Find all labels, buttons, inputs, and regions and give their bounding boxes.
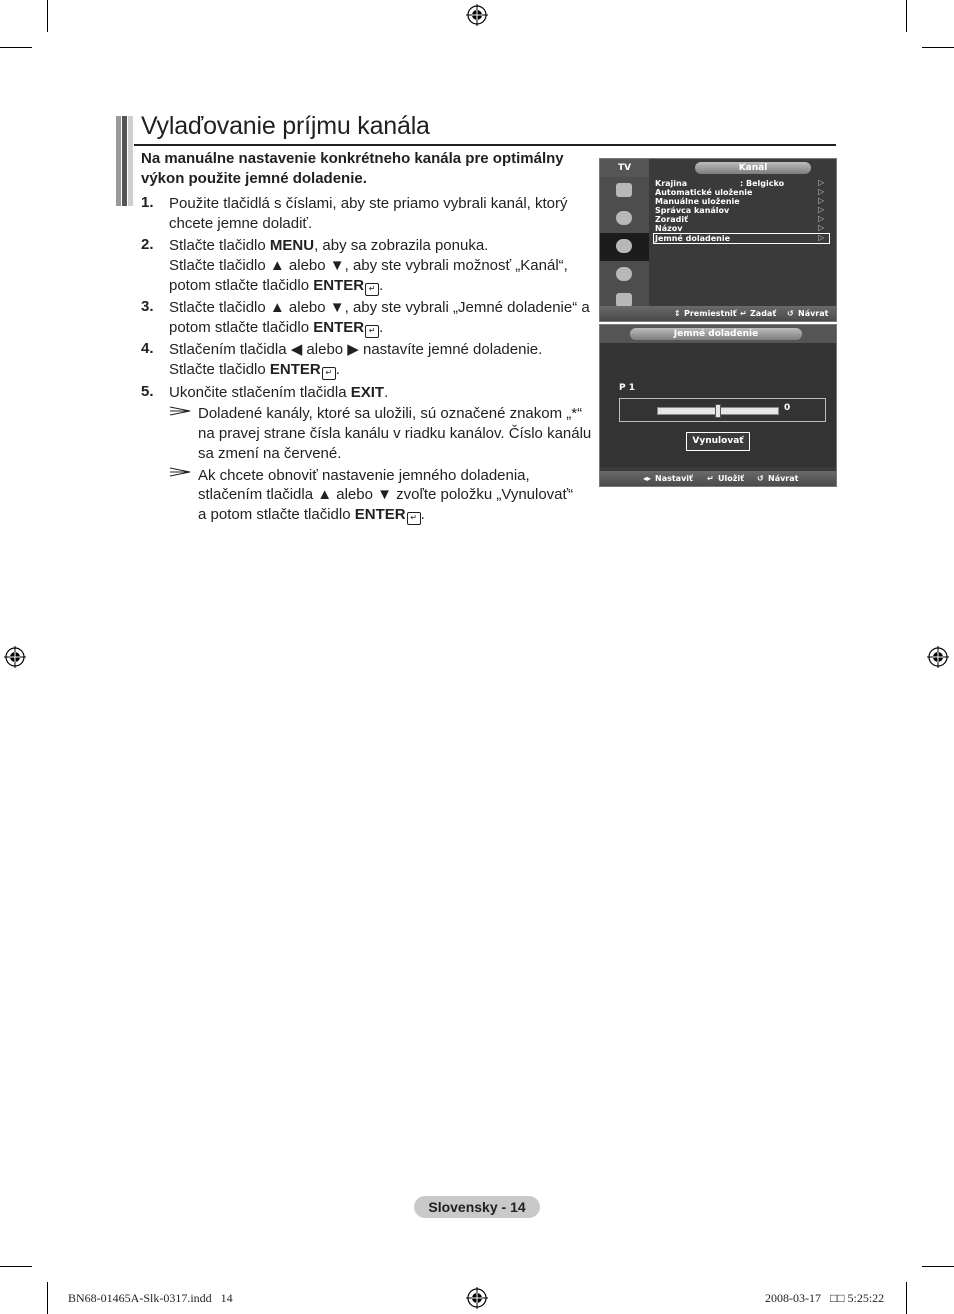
arrow-right-icon: ▷ xyxy=(818,223,825,232)
return-icon: ↺ xyxy=(757,474,764,483)
step-number: 5. xyxy=(141,383,154,400)
osd-menu-item[interactable]: Zoradiť xyxy=(655,215,688,224)
step-text: Stlačte tlačidlo ENTER ↵ . xyxy=(169,361,340,378)
step-number: 3. xyxy=(141,298,154,315)
registration-mark-icon xyxy=(927,646,949,668)
title-decoration xyxy=(116,116,134,206)
slug-file-info: BN68-01465A-Slk-0317.indd 14 xyxy=(68,1291,233,1305)
fine-tune-slider[interactable] xyxy=(657,407,779,415)
osd-menu-item-fine-tune[interactable]: Jemné doladenie xyxy=(655,234,731,243)
arrow-right-icon: ▷ xyxy=(818,205,825,214)
intro-line: Na manuálne nastavenie konkrétneho kanála pre optimálny xyxy=(141,150,564,167)
registration-mark-icon xyxy=(466,1287,488,1309)
step-text: Stlačte tlačidlo ▲ alebo ▼, aby ste vybrali „Jemné doladenie“ a xyxy=(169,299,590,316)
osd-tv-label: TV xyxy=(600,159,649,177)
setup-menu-icon[interactable] xyxy=(600,261,649,290)
step-text: Použite tlačidlá s číslami, aby ste priamo vybrali kanál, ktorý xyxy=(169,195,568,212)
slider-thumb[interactable] xyxy=(715,404,721,418)
note-text: Doladené kanály, ktoré sa uložili, sú označené znakom „*“ xyxy=(198,405,583,422)
arrow-right-icon: ▷ xyxy=(818,187,825,196)
crop-mark xyxy=(47,0,48,32)
page-number-label: Slovensky - 14 xyxy=(414,1196,540,1218)
crop-mark xyxy=(906,0,907,32)
note-text: na pravej strane čísla kanálu v riadku kanálov. Číslo kanálu xyxy=(198,425,592,442)
osd-header: Kanál xyxy=(695,162,811,174)
title-rule xyxy=(134,144,836,146)
osd-menu-item[interactable]: Názov xyxy=(655,224,683,233)
intro-line: výkon použite jemné doladenie. xyxy=(141,170,367,187)
osd-menu-item[interactable]: Automatické uloženie xyxy=(655,188,753,197)
note-text: sa zmení na červené. xyxy=(198,445,342,462)
move-icon: ⇕ xyxy=(674,309,681,318)
osd-menu-item[interactable]: Manuálne uloženie xyxy=(655,197,740,206)
note-arrow-icon xyxy=(169,467,191,477)
sound-menu-icon[interactable] xyxy=(600,205,649,234)
osd-footer: ⇕ Premiestniť ↵ Zadať ↺ Návrat xyxy=(600,306,836,321)
crop-mark xyxy=(922,47,954,48)
osd-menu-item[interactable]: Správca kanálov xyxy=(655,206,730,215)
crop-mark xyxy=(47,1282,48,1314)
registration-mark-icon xyxy=(4,646,26,668)
enter-icon: ↵ xyxy=(740,309,747,318)
osd-header: Jemné doladenie xyxy=(630,328,802,340)
osd-fine-tune xyxy=(599,324,837,487)
note-arrow-icon xyxy=(169,406,191,416)
note-text: stlačením tlačidla ▲ alebo ▼ zvoľte položku „Vynulovať“ xyxy=(198,486,574,503)
enter-icon: ↵ xyxy=(365,283,379,296)
step-text: Stlačte tlačidlo MENU, aby sa zobrazila ponuka. xyxy=(169,237,489,254)
picture-menu-icon[interactable] xyxy=(600,177,649,206)
step-number: 1. xyxy=(141,194,154,211)
crop-mark xyxy=(906,1282,907,1314)
note-text: Ak chcete obnoviť nastavenie jemného doladenia, xyxy=(198,467,530,484)
note-text: a potom stlačte tlačidlo ENTER ↵ . xyxy=(198,506,425,523)
registration-mark-icon xyxy=(466,4,488,26)
arrow-right-icon: ▷ xyxy=(818,196,825,205)
step-text: Stlačte tlačidlo ▲ alebo ▼, aby ste vybrali možnosť „Kanál“, xyxy=(169,257,568,274)
reset-button[interactable]: Vynulovať xyxy=(686,432,750,451)
enter-icon: ↵ xyxy=(707,474,714,483)
crop-mark xyxy=(0,47,32,48)
channel-label: P 1 xyxy=(619,383,635,393)
osd-menu-value: : Belgicko xyxy=(740,179,785,188)
step-text: Ukončite stlačením tlačidla EXIT. xyxy=(169,384,389,401)
step-number: 2. xyxy=(141,236,154,253)
osd-footer: ◂▸ Nastaviť ↵ Uložiť ↺ Návrat xyxy=(600,471,836,486)
enter-icon: ↵ xyxy=(322,367,336,380)
enter-icon: ↵ xyxy=(407,512,421,525)
osd-channel-menu xyxy=(599,158,837,322)
channel-menu-icon[interactable] xyxy=(600,233,649,262)
enter-icon: ↵ xyxy=(365,325,379,338)
page-title: Vylaďovanie príjmu kanála xyxy=(141,112,430,140)
step-number: 4. xyxy=(141,340,154,357)
arrow-right-icon: ▷ xyxy=(818,214,825,223)
step-text: potom stlačte tlačidlo ENTER ↵ . xyxy=(169,319,384,336)
slug-date: 2008-03-17 □□ 5:25:22 xyxy=(765,1291,885,1305)
return-icon: ↺ xyxy=(787,309,794,318)
crop-mark xyxy=(922,1266,954,1267)
arrow-right-icon: ▷ xyxy=(818,178,825,187)
step-text: Stlačením tlačidla ◀ alebo ▶ nastavíte jemné doladenie. xyxy=(169,341,543,358)
step-text: chcete jemne doladiť. xyxy=(169,215,313,232)
arrow-right-icon: ▷ xyxy=(818,233,825,242)
step-text: potom stlačte tlačidlo ENTER ↵ . xyxy=(169,277,384,294)
left-right-icon: ◂▸ xyxy=(643,474,652,483)
fine-tune-value: 0 xyxy=(784,403,791,413)
crop-mark xyxy=(0,1266,32,1267)
osd-menu-item-country[interactable]: Krajina xyxy=(655,179,688,188)
